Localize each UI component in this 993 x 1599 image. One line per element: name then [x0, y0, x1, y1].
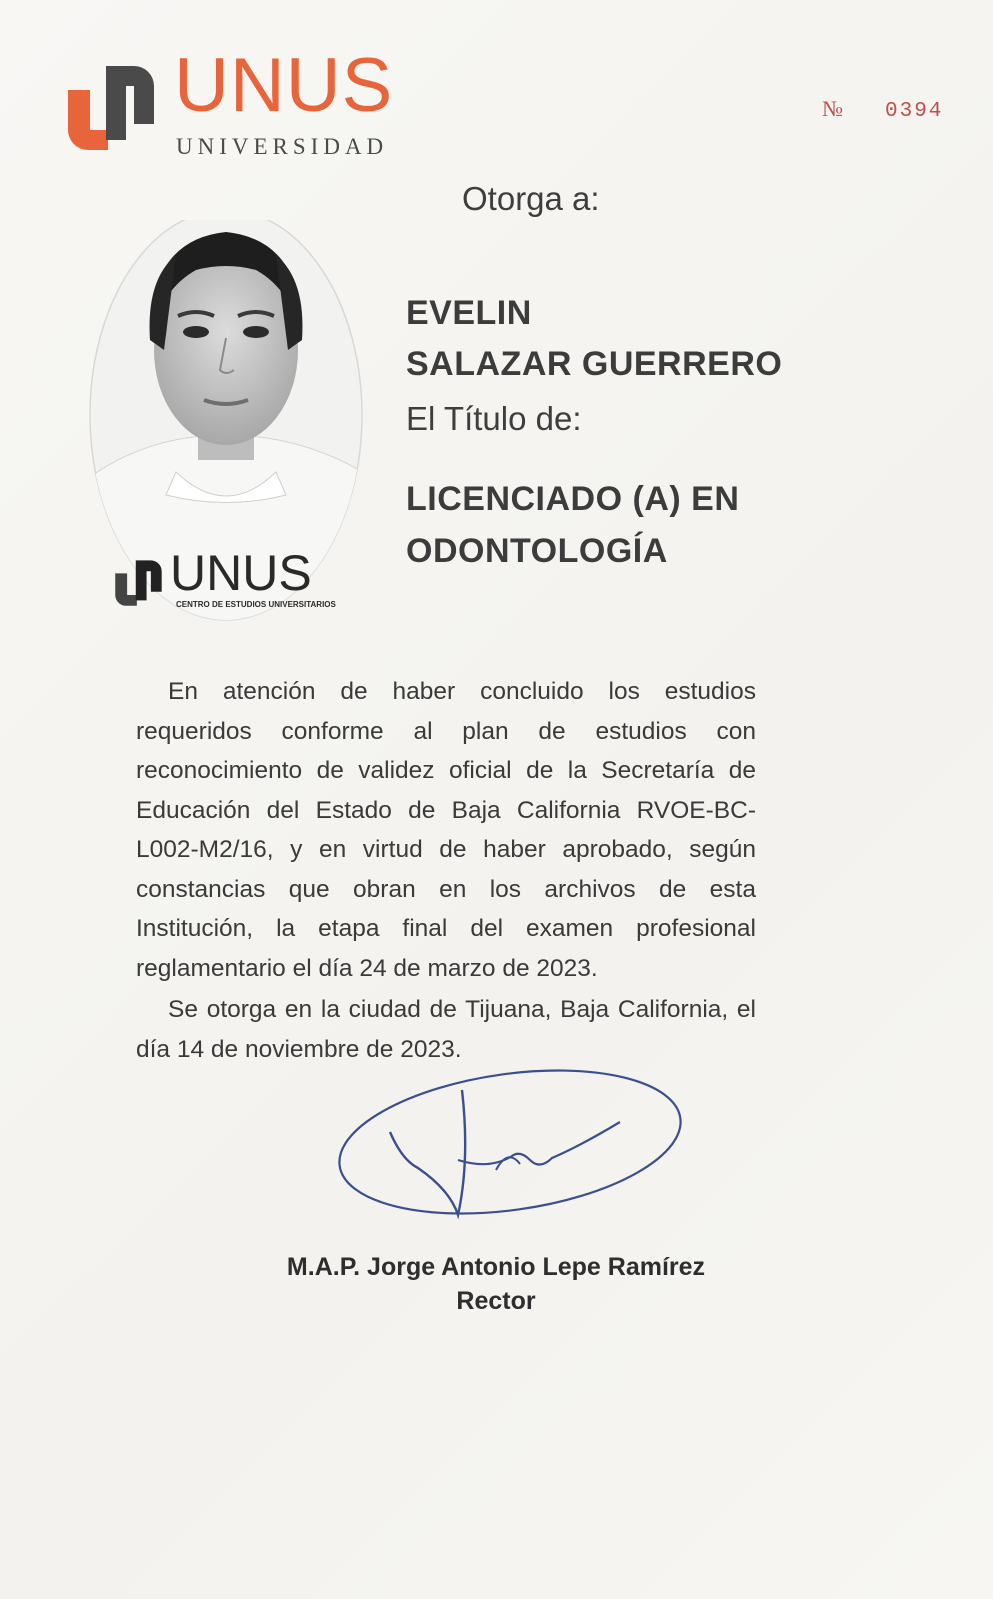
graduate-photo — [86, 220, 376, 640]
grant-label: Otorga a: — [462, 180, 600, 217]
degree-line-2: ODONTOLOGÍA — [406, 532, 668, 570]
logo-wordmark: UNUS — [174, 43, 394, 128]
title-label: El Título de: — [406, 400, 582, 437]
signatory-role: Rector — [456, 1287, 536, 1315]
unus-logo-icon — [62, 56, 162, 156]
body-paragraph: En atención de haber concluido los estudios requeridos conforme al plan de estudios con reconocimiento de validez oficial de la Secretaría de Educación del Estado de Baja California RVOE-BC-L002-M2/16, y en virtud de haber aprobado, según constancias que obran en los archivos de esta Institución, la etapa final del examen profesional reglamentario el día 24 de marzo de 2023. — [136, 678, 756, 982]
graduate-first-name: EVELIN — [406, 294, 532, 332]
signatory-name: M.A.P. Jorge Antonio Lepe Ramírez — [286, 1253, 706, 1281]
folio-number — [822, 96, 943, 123]
unus-logo — [62, 43, 394, 166]
closing-paragraph: Se otorga en la ciudad de Tijuana, Baja California, el día 14 de noviembre de 2023. — [136, 996, 756, 1063]
rector-signature — [320, 1060, 690, 1260]
folio-symbol: № — [822, 96, 843, 121]
logo-subtitle: UNIVERSIDAD — [176, 134, 389, 159]
stamp-wordmark: UNUS — [170, 545, 312, 601]
folio-value: 0394 — [885, 100, 944, 123]
stamp-caption: CENTRO DE ESTUDIOS UNIVERSITARIOS — [176, 600, 336, 609]
photo-stamp — [112, 545, 352, 620]
signatory — [196, 1250, 796, 1318]
graduate-surnames: SALAZAR GUERRERO — [406, 345, 783, 383]
degree-line-1: LICENCIADO (A) EN — [406, 480, 740, 518]
unus-stamp-icon — [112, 550, 166, 614]
